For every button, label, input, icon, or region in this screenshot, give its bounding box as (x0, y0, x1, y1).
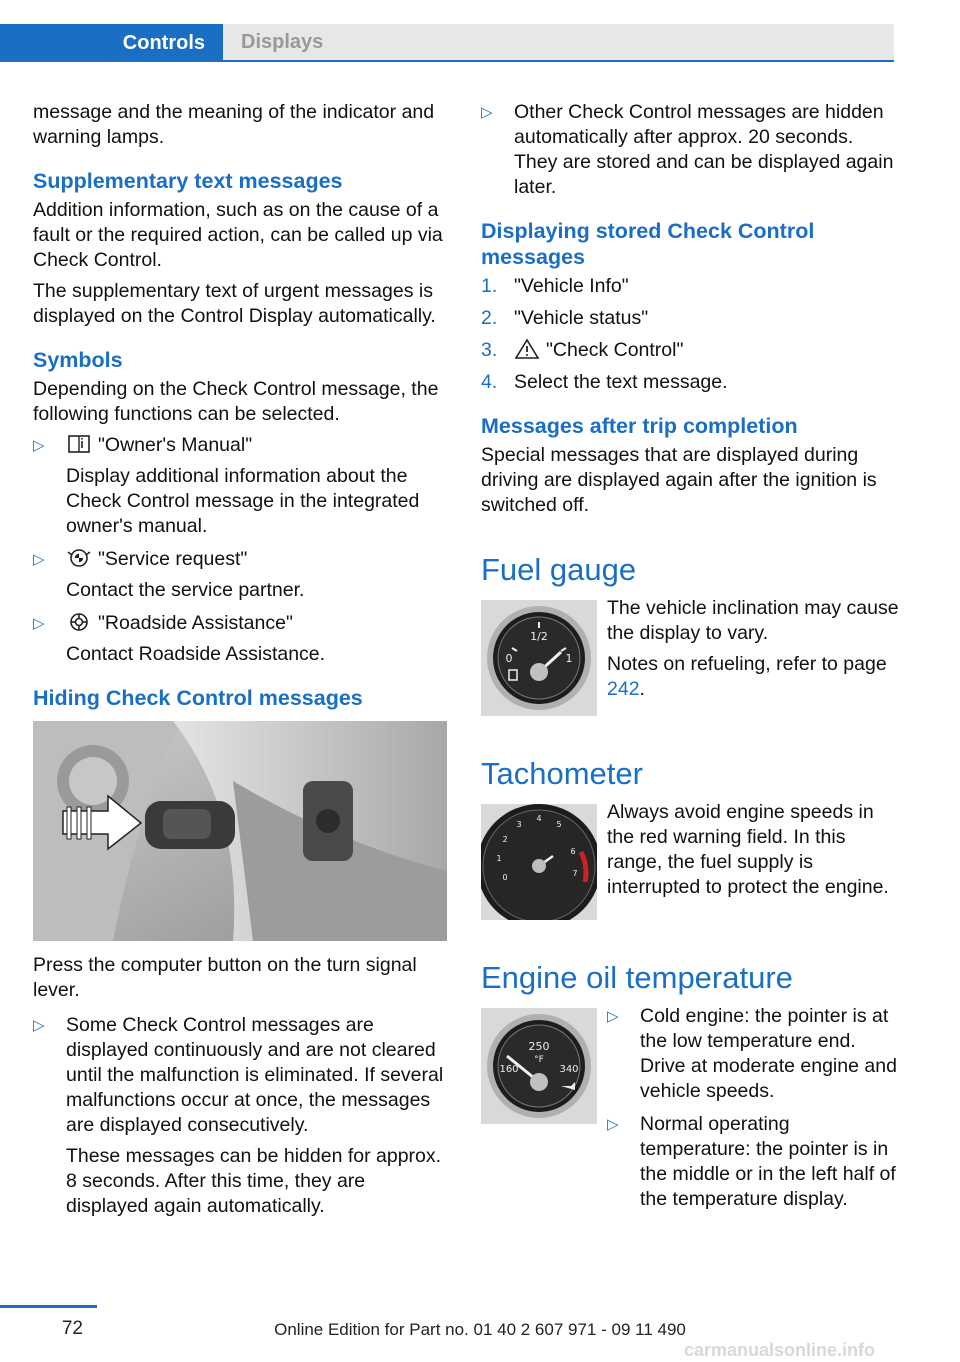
symbol-description: Display additional information about the Check Control message in the integrated owner's manual. (66, 465, 420, 537)
fuel-zero-label: 0 (505, 652, 513, 665)
oil-temp-heading: Engine oil temperature (481, 960, 793, 995)
triangle-bullet-icon: ▷ (607, 1008, 619, 1025)
tacho-tick-1: 1 (496, 854, 502, 863)
symbols-heading: Symbols (33, 348, 123, 372)
list-item (481, 370, 901, 395)
oil-unit-label: °F (534, 1055, 544, 1065)
oil-temp-section (481, 1004, 901, 1220)
tab-controls[interactable]: Controls (0, 24, 223, 62)
symbol-description: Contact the service partner. (66, 579, 305, 601)
step-text: Select the text message. (514, 371, 728, 393)
fuel-paragraph-1: The vehicle inclination may cause the display to vary. (607, 597, 899, 644)
intro-paragraph: message and the meaning of the indicator and warning lamps. (33, 101, 435, 148)
list-item (481, 306, 901, 331)
step-number: 4. (481, 371, 498, 393)
turn-signal-lever-photo (33, 721, 447, 941)
press-paragraph: Press the computer button on the turn signal lever. (33, 954, 417, 1001)
right-column (481, 100, 901, 1220)
stored-heading: Displaying stored Check Control messages (481, 219, 815, 269)
step-text: "Vehicle Info" (514, 275, 629, 297)
tachometer-heading: Tachometer (481, 756, 643, 791)
oil-item-text: Normal operating temperature: the pointer is in the middle or in the left half of the temperature display. (640, 1113, 896, 1210)
tacho-tick-4: 4 (536, 814, 542, 823)
fuel-full-label: 1 (565, 652, 573, 665)
supplementary-heading: Supplementary text messages (33, 169, 343, 193)
fuel-gauge-section (481, 596, 901, 716)
tab-displays[interactable]: Displays (223, 24, 894, 60)
fuel-gauge-image (481, 600, 597, 716)
symbols-paragraph: Depending on the Check Control message, the following functions can be selected. (33, 378, 439, 425)
hide-item-sub: These messages can be hidden for approx. 8 seconds. After this time, they are displayed again automatically. (66, 1145, 442, 1217)
oil-high-label: 340 (559, 1064, 579, 1075)
tacho-tick-2: 2 (502, 835, 508, 844)
tachometer-paragraph: Always avoid engine speeds in the red warning field. In this range, the fuel supply is interrupted to protect the engine. (607, 801, 889, 898)
step-number: 3. (481, 339, 498, 361)
tachometer-image (481, 804, 597, 920)
tacho-tick-3: 3 (516, 820, 522, 829)
list-item (607, 1004, 901, 1104)
list-item (607, 1112, 901, 1212)
page-header (0, 0, 960, 62)
roadside-icon (66, 612, 98, 634)
symbol-label: "Service request" (98, 548, 248, 570)
oil-temp-list (607, 1004, 901, 1212)
step-text: "Check Control" (546, 339, 684, 361)
page-link[interactable]: 242 (607, 678, 640, 700)
triangle-bullet-icon: ▷ (33, 1017, 45, 1034)
triangle-bullet-icon: ▷ (607, 1116, 619, 1133)
service-bmw-icon (66, 548, 98, 570)
symbol-label: "Roadside Assistance" (98, 612, 293, 634)
book-icon (66, 434, 98, 456)
list-item (33, 611, 451, 667)
list-item (33, 547, 451, 603)
tacho-tick-6: 6 (570, 847, 576, 856)
other-list (481, 100, 901, 200)
list-item (481, 338, 901, 363)
symbol-label: "Owner's Manual" (98, 434, 253, 456)
left-column (33, 100, 451, 1227)
triangle-bullet-icon: ▷ (481, 104, 493, 121)
triangle-bullet-icon: ▷ (33, 551, 45, 568)
trip-heading: Messages after trip completion (481, 414, 798, 438)
warning-triangle-icon (514, 339, 546, 361)
fuel-ref-suffix: . (639, 678, 645, 700)
fuel-gauge-heading: Fuel gauge (481, 552, 637, 587)
step-text: "Vehicle status" (514, 307, 649, 329)
tacho-tick-0: 0 (502, 873, 508, 882)
symbols-list (33, 433, 451, 667)
tachometer-section (481, 800, 901, 920)
watermark: carmanualsonline.info (684, 1340, 876, 1360)
symbol-description: Contact Roadside Assistance. (66, 643, 326, 665)
other-item-text: Other Check Control messages are hidden automatically after approx. 20 seconds. They are stored and can be displayed again later. (514, 101, 894, 198)
tacho-tick-7: 7 (572, 869, 578, 878)
hide-list (33, 1013, 451, 1219)
oil-item-text: Cold engine: the pointer is at the low temperature end. Drive at moderate engine and vehicle speeds. (640, 1005, 897, 1102)
tacho-tick-5: 5 (556, 820, 562, 829)
stored-steps (481, 274, 901, 395)
fuel-ref-prefix: Notes on refueling, refer to page (607, 653, 887, 675)
list-item (481, 274, 901, 299)
list-item (33, 1013, 451, 1219)
hiding-heading: Hiding Check Control messages (33, 686, 363, 710)
fuel-half-label: 1/2 (530, 630, 548, 643)
footer-divider (0, 1305, 97, 1308)
trip-paragraph: Special messages that are displayed during driving are displayed again after the ignition is switched off. (481, 444, 877, 516)
page-number: 72 (61, 1318, 83, 1339)
step-number: 1. (481, 275, 498, 297)
triangle-bullet-icon: ▷ (33, 437, 45, 454)
edition-text: Online Edition for Part no. 01 40 2 607 971 - 09 11 490 (274, 1320, 686, 1339)
oil-temp-gauge-image (481, 1008, 597, 1124)
hide-item-text: Some Check Control messages are displayed continuously and are not cleared until the malfunction is eliminated. If several malfunctions occur at once, the messages are displayed consecutively. (66, 1014, 444, 1136)
step-number: 2. (481, 307, 498, 329)
supplementary-paragraph-1: Addition information, such as on the cause of a fault or the required action, can be called up via Check Control. (33, 199, 443, 271)
supplementary-paragraph-2: The supplementary text of urgent messages is displayed on the Control Display automatically. (33, 280, 436, 327)
triangle-bullet-icon: ▷ (33, 615, 45, 632)
oil-low-label: 160 (499, 1064, 519, 1075)
header-divider (0, 60, 894, 62)
fuel-paragraph-2 (607, 652, 901, 702)
list-item (33, 433, 451, 539)
oil-mid-label: 250 (528, 1040, 550, 1053)
list-item (481, 100, 901, 200)
